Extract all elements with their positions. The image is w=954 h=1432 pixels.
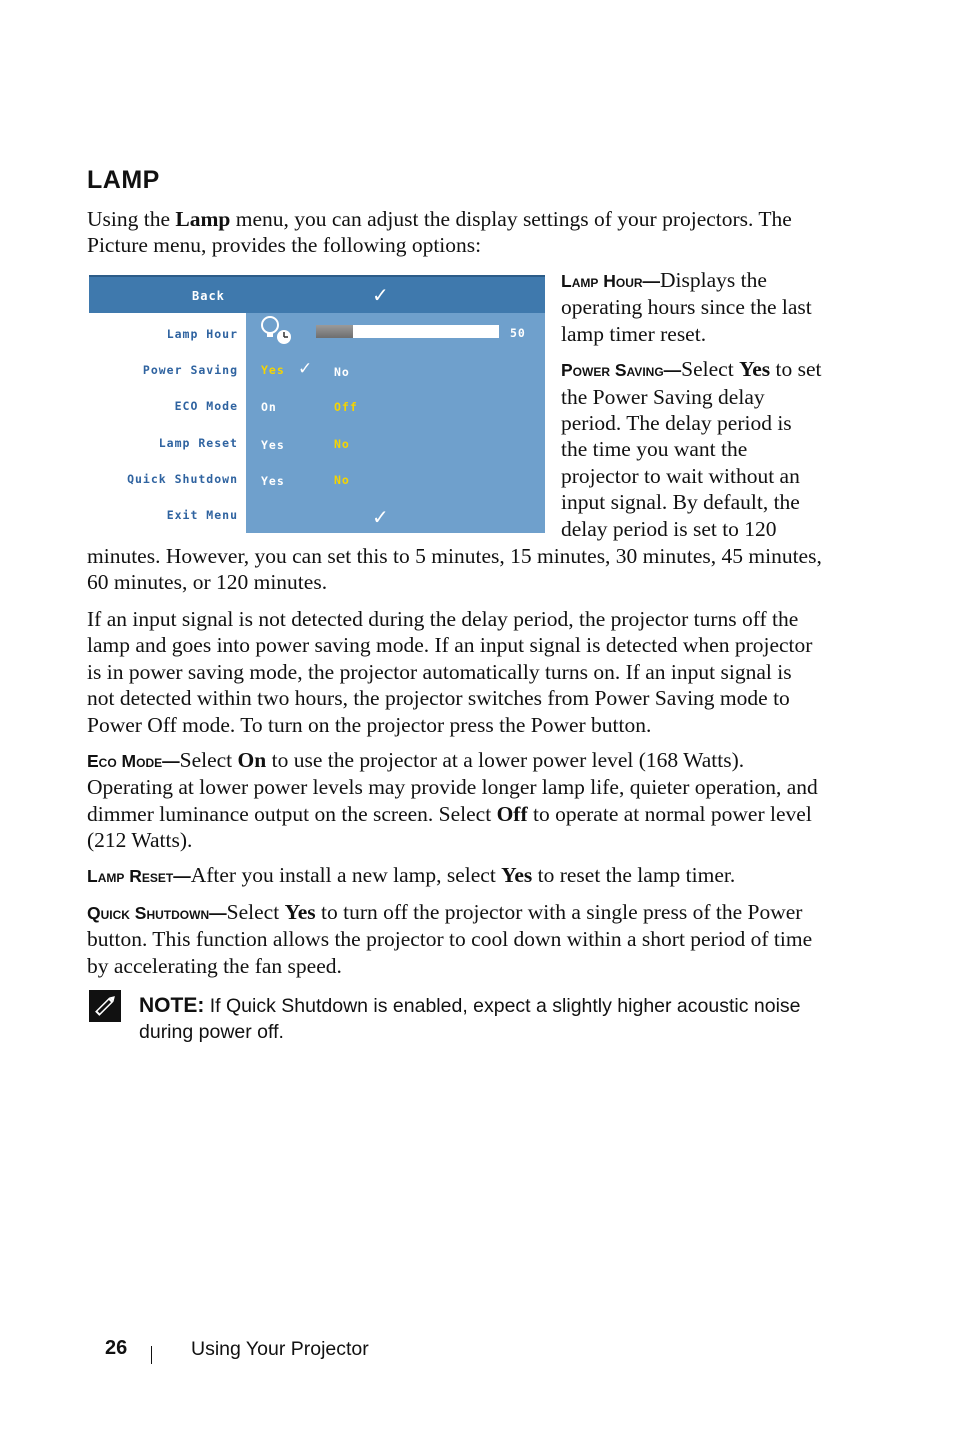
eco-mode-on: On <box>261 400 277 414</box>
footer-chapter-title: Using Your Projector <box>191 1338 369 1360</box>
lamp-hour-bar-fill <box>316 325 353 338</box>
quick-shutdown-term: Quick Shutdown— <box>87 903 227 923</box>
eco-mode-off: Off <box>334 400 358 414</box>
lamp-reset-term: Lamp Reset— <box>87 866 191 886</box>
lamp-hour-description <box>561 267 823 347</box>
intro-text-1: Using the <box>87 207 176 231</box>
eco-text-1: Select <box>179 748 238 772</box>
note-pencil-icon <box>89 990 121 1022</box>
lamp-reset-no: No <box>334 437 350 451</box>
eco-bold-off: Off <box>496 801 528 826</box>
eco-bold-on: On <box>237 748 267 772</box>
lamp-reset-text-1: After you install a new lamp, select <box>190 863 502 887</box>
osd-label-lamp-reset: Lamp Reset <box>158 436 238 450</box>
power-saving-text-2: to set the Power Saving delay period. The delay period is the time you want the projector to wait without an input signal. By default, the delay period is set to 120 <box>561 357 822 541</box>
note-label: NOTE: <box>139 994 205 1017</box>
lamp-osd-menu <box>89 275 545 533</box>
osd-back-label: Back <box>192 289 225 303</box>
eco-mode-paragraph <box>87 747 822 854</box>
intro-bold-lamp: Lamp <box>175 207 231 231</box>
osd-label-lamp-hour: Lamp Hour <box>166 327 238 341</box>
osd-header-bar <box>89 275 545 313</box>
intro-text-2: menu, you can adjust the display settings of your projectors. The Picture menu, provides the following options: <box>87 207 792 258</box>
osd-label-power-saving: Power Saving <box>142 363 238 377</box>
input-signal-paragraph: If an input signal is not detected during the delay period, the projector turns off the lamp and goes into power saving mode. If an input signal is detected when projector is in power saving mode, the projector automatically turns on. If an input signal is not detected within two hours, the projector switches from Power Saving mode to Power Off mode. To turn on the projector press the Power button. <box>87 607 813 737</box>
osd-label-quick-shutdown: Quick Shutdown <box>127 472 238 486</box>
lamp-reset-text-2: to reset the lamp timer. <box>532 863 736 887</box>
eco-mode-term: Eco Mode— <box>87 751 180 771</box>
quick-text-1: Select <box>226 900 285 924</box>
power-saving-continuation: minutes. However, you can set this to 5 minutes, 15 minutes, 30 minutes, 45 minutes, 60 minutes, or 120 minutes. <box>87 544 822 595</box>
quick-bold-yes: Yes <box>284 900 316 924</box>
section-heading: LAMP <box>87 166 160 194</box>
osd-label-exit-menu: Exit Menu <box>166 508 238 522</box>
quick-shutdown-no: No <box>334 473 350 487</box>
check-icon: ✓ <box>298 359 313 379</box>
lamp-hour-term: Lamp Hour— <box>561 271 661 291</box>
power-saving-text-1: Select <box>681 357 740 382</box>
lamp-hour-value: 50 <box>510 326 526 340</box>
eco-text-2: to use the projector at a lower power level (168 Watts). Operating at lower power levels may provide longer lamp life, quieter operation, and dimmer luminance output on the screen. Select <box>87 748 818 826</box>
quick-text-2: to turn off the projector with a single press of the Power button. This function allows the projector to cool down within a short period of time by accelerating the fan speed. <box>87 900 813 978</box>
power-saving-bold-yes: Yes <box>739 357 771 382</box>
intro-paragraph <box>87 206 822 259</box>
quick-shutdown-yes: Yes <box>261 474 285 488</box>
note-text: If Quick Shutdown is enabled, expect a slightly higher acoustic noise during power off. <box>139 995 801 1043</box>
lamp-clock-icon <box>259 315 297 347</box>
lamp-reset-yes: Yes <box>261 438 285 452</box>
footer-divider <box>151 1346 152 1364</box>
check-icon: ✓ <box>372 283 389 307</box>
power-saving-yes: Yes <box>261 363 285 377</box>
note-callout <box>139 993 819 1045</box>
lamp-reset-bold-yes: Yes <box>501 863 533 887</box>
lamp-reset-paragraph <box>87 862 822 889</box>
side-descriptions <box>561 267 823 551</box>
power-saving-description <box>561 356 823 542</box>
power-saving-no: No <box>334 365 350 379</box>
lamp-hour-bar <box>316 325 499 338</box>
power-saving-term: Power Saving— <box>561 360 682 381</box>
quick-shutdown-paragraph <box>87 899 822 979</box>
lamp-hour-desc: Displays the operating hours since the last lamp timer reset. <box>561 268 812 346</box>
page-number: 26 <box>105 1337 128 1359</box>
osd-label-eco-mode: ECO Mode <box>174 399 238 413</box>
check-icon: ✓ <box>372 505 389 529</box>
eco-text-3: to operate at normal power level (212 Watts). <box>87 801 812 853</box>
